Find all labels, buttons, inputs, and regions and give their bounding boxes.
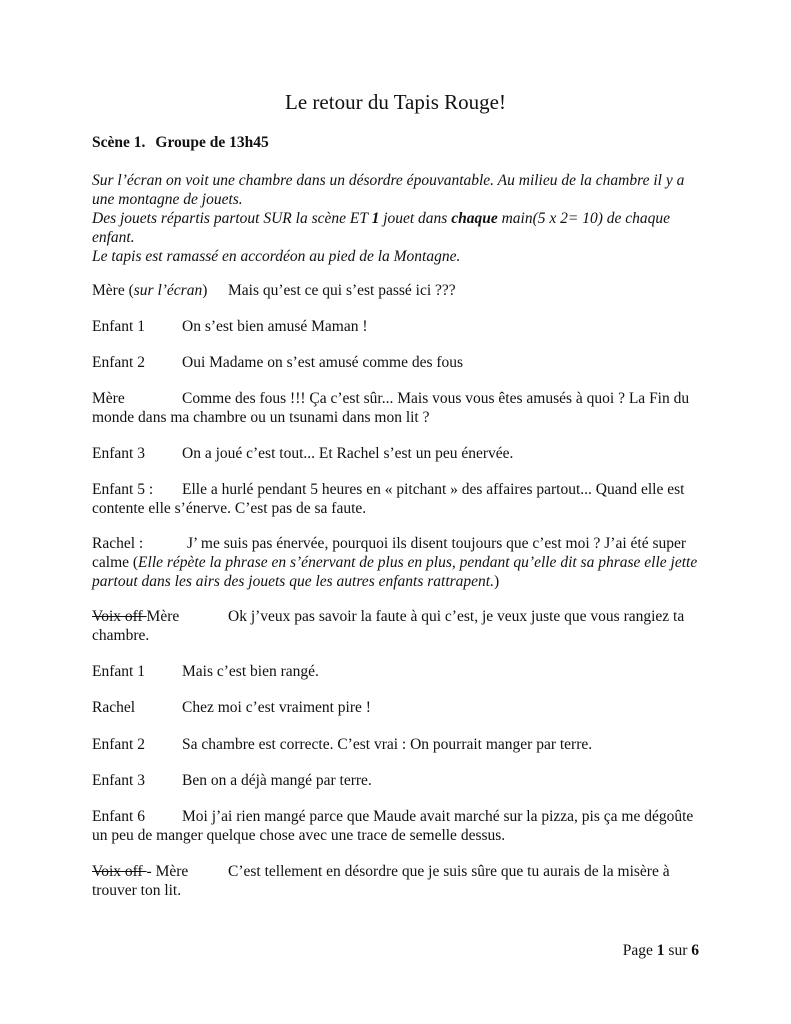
- stage-aside: Elle répète la phrase en s’énervant de plus en plus, pendant qu’elle dit sa phrase elle jette partout dans les airs des jouets que les autres enfants rattrapent.: [92, 554, 698, 590]
- speaker: Enfant 6: [92, 808, 145, 825]
- dialogue-line: [92, 480, 704, 518]
- dialogue-line: [92, 281, 704, 300]
- document-title: Le retour du Tapis Rouge!: [285, 90, 506, 114]
- line-text: Chez moi c’est vraiment pire !: [182, 699, 371, 716]
- line-text: On s’est bien amusé Maman !: [182, 318, 368, 335]
- line-text: C’est tellement en désordre que je suis sûre que tu aurais de la misère à trouver ton lit.: [92, 863, 670, 899]
- dialogue-line: [92, 771, 704, 790]
- stage-directions: [92, 171, 704, 266]
- speaker: Enfant 3: [92, 445, 145, 462]
- stage-line: Des jouets répartis partout SUR la scène ET 1 jouet dans chaque main(5 x 2= 10) de chaque enfant.: [92, 210, 671, 246]
- dialogue-line: [92, 317, 704, 336]
- line-text: Mais c’est bien rangé.: [182, 663, 319, 680]
- line-text: Elle a hurlé pendant 5 heures en « pitchant » des affaires partout... Quand elle est contente elle s’énerve. C’est pas de sa faute.: [92, 481, 685, 517]
- dialogue-line: [92, 389, 704, 427]
- dialogue-line: [92, 807, 704, 845]
- stage-line: Le tapis est ramassé en accordéon au pied de la Montagne.: [92, 248, 461, 265]
- line-text: Comme des fous !!! Ça c’est sûr... Mais vous vous êtes amusés à quoi ? La Fin du monde dans ma chambre ou un tsunami dans mon lit ?: [92, 390, 690, 426]
- speaker: Mère (sur l’écran): [92, 282, 208, 299]
- stage-line: Sur l’écran on voit une chambre dans un désordre épouvantable. Au milieu de la chambre il y a une montagne de jouets.: [92, 172, 685, 208]
- speaker: Voix off - Mère: [92, 863, 189, 880]
- speaker: Enfant 2: [92, 736, 145, 753]
- line-text: J’ me suis pas énervée, pourquoi ils disent toujours que c’est moi ? J’ai été super calme (: [92, 535, 687, 571]
- scene-group: Groupe de 13h45: [155, 134, 269, 151]
- dialogue-line: Rachel : J’ me suis pas énervée, pourquoi ils disent toujours que c’est moi ? J’ai été super calme (Elle répète la phrase en s’énervant de plus en plus, pendant qu’elle dit sa phrase elle jette partout dans les airs des jouets que les autres enfants rattrapent.): [92, 535, 698, 590]
- speaker: Rachel: [92, 699, 136, 716]
- speaker: Voix off Mère: [92, 608, 180, 625]
- dialogue-line: [92, 444, 704, 463]
- speaker: Rachel :: [92, 535, 144, 552]
- line-text: Moi j’ai rien mangé parce que Maude avait marché sur la pizza, pis ça me dégoûte un peu de manger quelque chose avec une trace de semelle dessus.: [92, 808, 694, 844]
- speaker: Enfant 3: [92, 772, 145, 789]
- speaker: Enfant 2: [92, 354, 145, 371]
- line-text: Ben on a déjà mangé par terre.: [182, 772, 372, 789]
- speaker: Enfant 1: [92, 318, 145, 335]
- dialogue-line: [92, 607, 704, 645]
- dialogue-line: [92, 735, 704, 754]
- dialogue-line: [92, 698, 704, 717]
- line-text: Ok j’veux pas savoir la faute à qui c’est, je veux juste que vous rangiez ta chambre.: [92, 608, 685, 644]
- speaker: Mère: [92, 390, 125, 407]
- speaker: Enfant 1: [92, 663, 145, 680]
- dialogue-line: [92, 662, 704, 681]
- speaker: Enfant 5 :: [92, 481, 154, 498]
- page-number: Page 1 sur 6: [622, 942, 699, 959]
- scene-number: Scène 1.: [92, 134, 146, 151]
- dialogue-line: [92, 862, 704, 900]
- line-text: Sa chambre est correcte. C’est vrai : On pourrait manger par terre.: [182, 736, 593, 753]
- dialogue-line: [92, 353, 704, 372]
- line-text: On a joué c’est tout... Et Rachel s’est un peu énervée.: [182, 445, 514, 462]
- line-text: Mais qu’est ce qui s’est passé ici ???: [228, 282, 456, 299]
- scene-heading: [92, 134, 269, 152]
- line-text: Oui Madame on s’est amusé comme des fous: [182, 354, 464, 371]
